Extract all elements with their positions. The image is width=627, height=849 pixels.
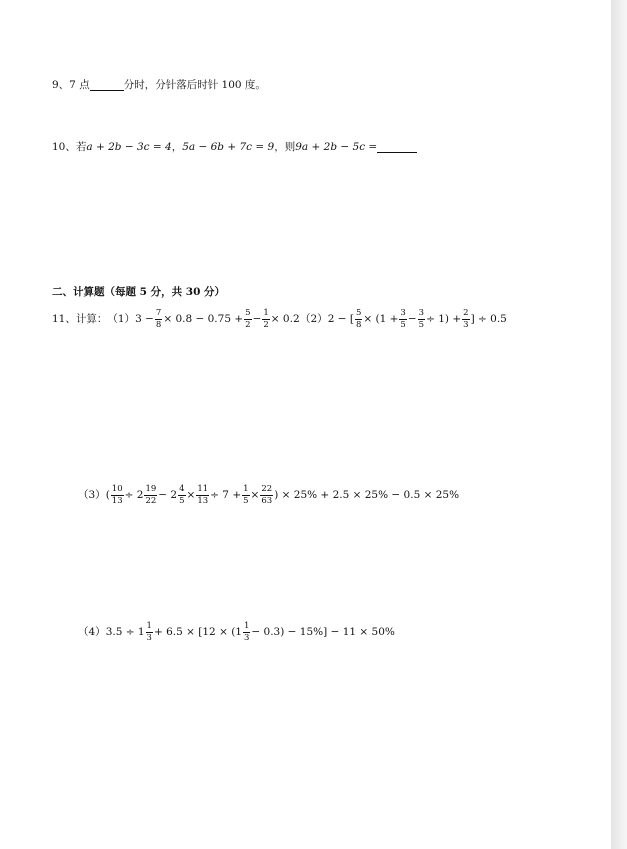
q9-answer-blank[interactable] [90,80,124,91]
q11-p3-label: （3） [78,488,106,501]
fraction [243,622,250,642]
fraction [242,485,249,505]
q10-separator-1: ， [171,141,183,154]
denominator: 5 [418,319,425,330]
numerator: 10 [111,484,123,494]
fraction [144,485,157,505]
question-9 [52,80,266,91]
fraction [111,485,124,505]
q11-p1-term: − [252,312,262,325]
q11-p2-term: ] ÷ 0.5 [470,312,507,325]
q11-p3-term: − 2 [158,488,178,501]
denominator: 2 [263,319,269,330]
numerator: 22 [261,484,273,494]
q11-p1-label: （1） [107,312,136,325]
question-11-part-4 [78,622,395,642]
denominator: 5 [179,495,185,506]
q11-p3-term: ÷ 2 [124,488,144,501]
q11-p4-label: （4） [78,625,106,638]
numerator: 5 [355,308,362,318]
q11-p3-term: ) × 25% + 2.5 × 25% − 0.5 × 25% [274,488,460,501]
fraction [260,485,273,505]
question-11-row-1 [52,309,300,329]
numerator: 1 [243,621,250,631]
q11-p2-term: ÷ 1) + [426,312,462,325]
q11-p4-term: − 0.3) − 15%] − 11 × 50% [251,625,395,638]
numerator: 11 [197,484,209,494]
q11-p1-term: 3 − [135,312,154,325]
q11-p3-term: ( [105,488,110,501]
q11-p3-term: × [186,488,196,501]
numerator: 2 [463,308,469,318]
q11-p2-label: （2） [300,312,328,325]
q10-equation-2: 5a − 6b + 7c = 9 [182,141,275,154]
numerator: 7 [155,308,162,318]
fraction [146,622,153,642]
page-edge-shadow [611,0,627,849]
q10-prefix: 10、若 [52,141,87,154]
q11-p4-term: 3.5 ÷ 1 [105,625,145,638]
fraction [244,309,251,329]
fraction [418,309,425,329]
fraction [178,485,185,505]
denominator: 8 [355,319,362,330]
q10-equation-3: 9a + 2b − 5c = [295,141,378,154]
denominator: 13 [197,495,209,506]
q10-answer-blank[interactable] [377,142,417,153]
q11-p3-term: × [250,488,260,501]
denominator: 13 [111,495,123,506]
fraction [155,309,162,329]
fraction [462,309,469,329]
q11-p2-term: × (1 + [363,312,399,325]
q9-suffix: 分时，分针落后时针 100 度。 [123,79,266,92]
section-2-title: 二、计算题（每题 5 分，共 30 分） [52,286,226,298]
denominator: 3 [463,319,469,330]
numerator: 3 [400,308,406,318]
denominator: 5 [243,495,249,506]
denominator: 8 [155,319,162,330]
question-11-part-2 [300,309,507,329]
fraction [399,309,406,329]
section-2-heading [52,287,225,298]
q10-separator-2: ，则 [274,141,296,154]
q11-p1-term: × 0.2 [270,312,300,325]
q11-p1-term: × 0.8 − 0.75 + [163,312,244,325]
numerator: 19 [145,484,157,494]
numerator: 1 [146,621,152,631]
denominator: 3 [146,632,152,643]
q11-label: 11、计算： [52,312,108,325]
q11-p4-term: + 6.5 × [12 × (1 [153,625,242,638]
numerator: 1 [243,484,249,494]
fraction [355,309,362,329]
denominator: 3 [243,632,250,643]
numerator: 3 [418,308,425,318]
question-10 [52,142,417,153]
denominator: 22 [145,495,157,506]
q10-equation-1: a + 2b − 3c = 4 [86,141,172,154]
numerator: 1 [263,308,269,318]
numerator: 5 [245,308,251,318]
numerator: 4 [179,484,185,494]
fraction [196,485,209,505]
q11-p2-term: − [407,312,417,325]
fraction [262,309,269,329]
question-11-part-3 [78,485,459,505]
denominator: 63 [261,495,273,506]
q11-p3-term: ÷ 7 + [210,488,242,501]
q9-prefix: 9、7 点 [52,79,90,92]
denominator: 2 [245,319,251,330]
denominator: 5 [400,319,406,330]
q11-p2-term: 2 − [ [327,312,354,325]
